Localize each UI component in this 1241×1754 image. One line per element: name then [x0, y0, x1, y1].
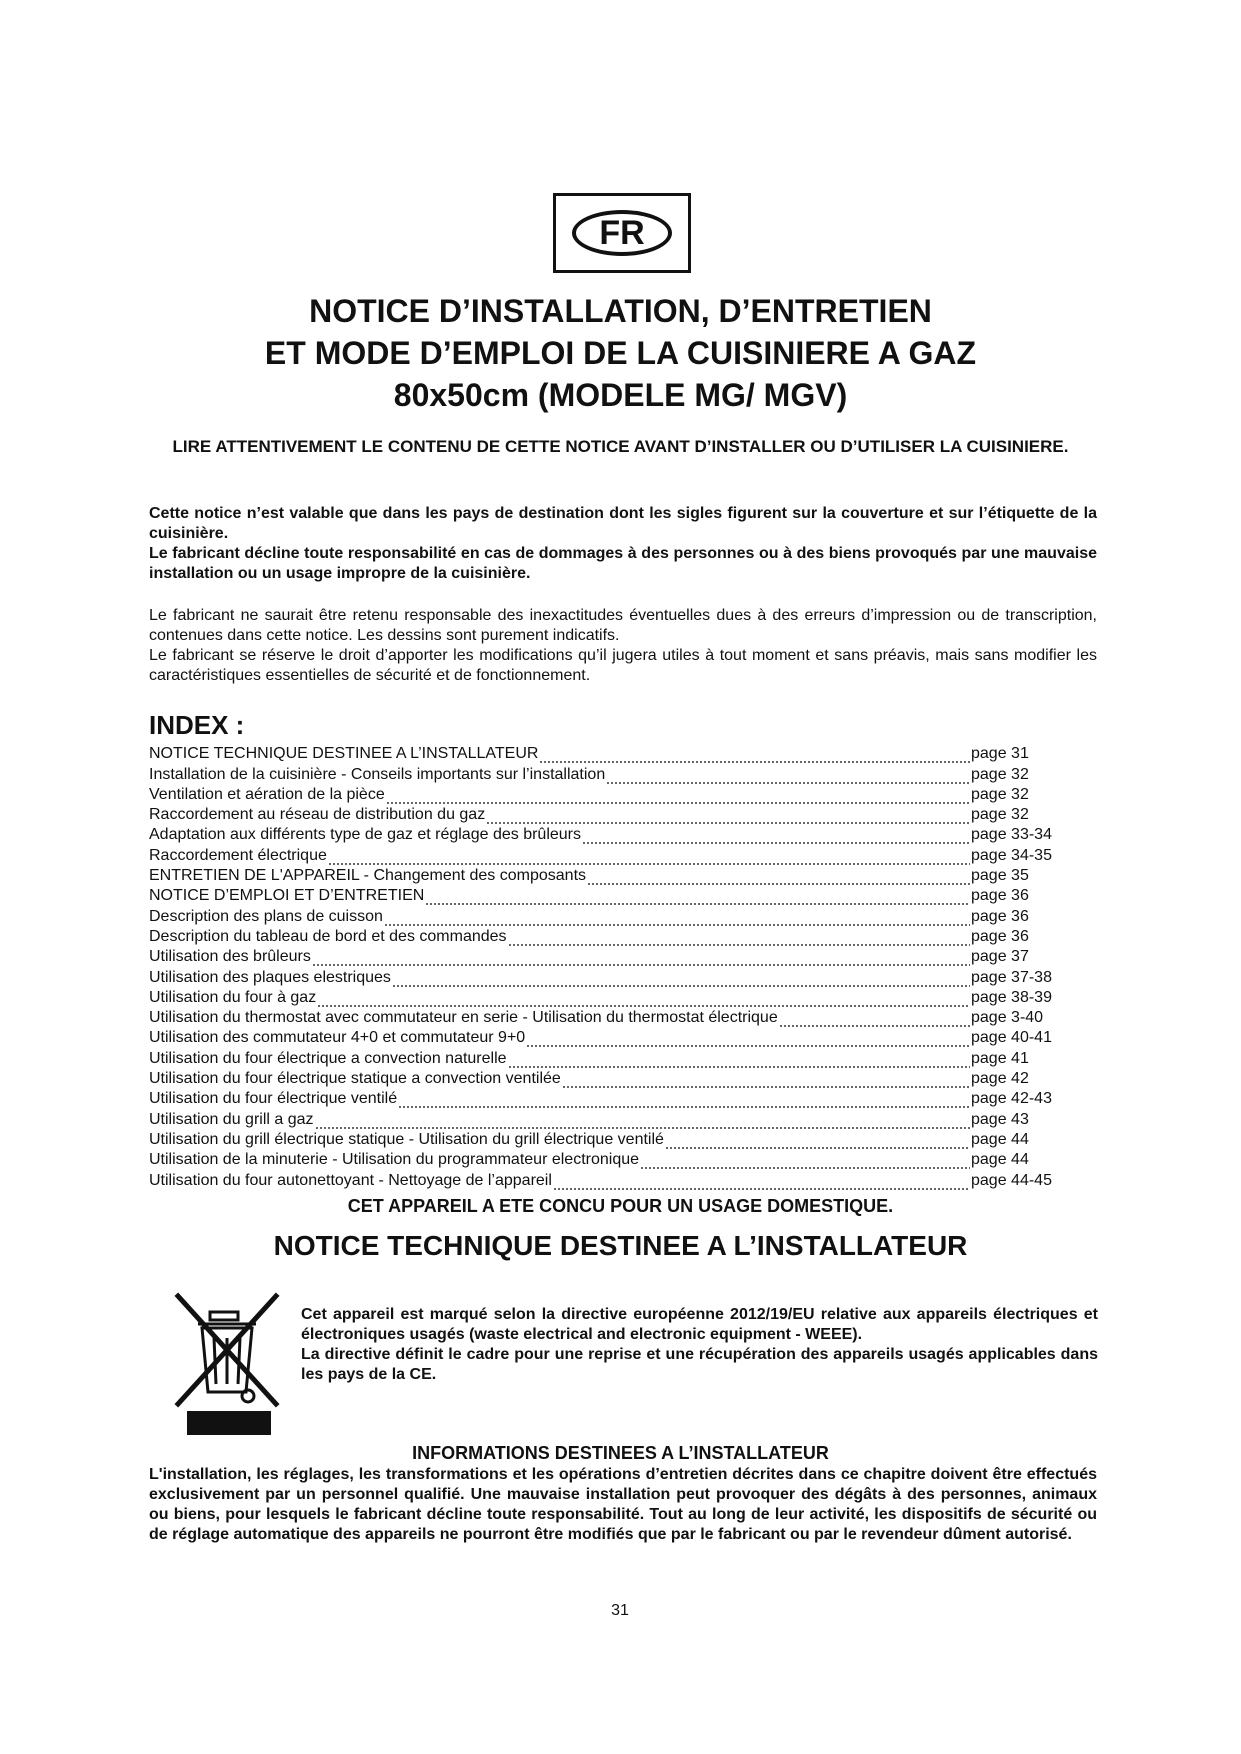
intro-normal-2: Le fabricant se réserve le droit d’apporter les modifications qu’il jugera utiles à tout moment et sans préavis, mais sans modifier les caractéristiques essentielles de sécurité et de fonctionnement. — [149, 647, 1097, 684]
intro-normal-1: Le fabricant ne saurait être retenu responsable des inexactitudes éventuelles dues à des erreurs d’impression ou de transcription, contenues dans cette notice. Les dessins sont purement indicatifs. — [149, 607, 1097, 644]
main-title — [140, 290, 1101, 416]
index-entry — [149, 1170, 1069, 1190]
index-entry-leader — [392, 970, 970, 988]
intro-normal-block — [149, 606, 1097, 686]
index-entry-leader — [508, 929, 970, 947]
installer-info-title: INFORMATIONS DESTINEES A L’INSTALLATEUR — [412, 1443, 829, 1463]
title-line-1: NOTICE D’INSTALLATION, D’ENTRETIEN — [309, 293, 932, 329]
index-entry-leader — [425, 888, 970, 906]
index-entry-page: page 44 — [971, 1151, 1029, 1169]
index-entry — [149, 1048, 1069, 1068]
index-entry-leader — [384, 909, 970, 927]
index-entry-page: page 44 — [971, 1130, 1029, 1148]
index-entry — [149, 1150, 1069, 1170]
index-entry-page: page 3-40 — [971, 1009, 1044, 1027]
weee-text-2: La directive définit le cadre pour une reprise et une récupération des appareils usagés applicables dans les pays de la CE. — [301, 1346, 1098, 1383]
index-entry-leader — [398, 1091, 970, 1109]
index-entry — [149, 805, 1069, 825]
index-entry-page: page 36 — [971, 887, 1029, 905]
index-title: INDEX : — [149, 710, 245, 740]
intro-bold-2: Le fabricant décline toute responsabilité en cas de dommages à des personnes ou à des biens provoqués par une mauvaise installation ou un usage impropre de la cuisinière. — [149, 545, 1097, 582]
weee-text-1: Cet appareil est marqué selon la directive européenne 2012/19/EU relative aux appareils électriques et électroniques usagés (waste electrical and electronic equipment - WEEE). — [301, 1306, 1098, 1343]
index-entry-label: Utilisation du grill a gaz — [149, 1110, 314, 1128]
index-entry — [149, 1089, 1069, 1109]
index-entry — [149, 906, 1069, 926]
country-badge — [553, 193, 691, 273]
index-entry-leader — [315, 1112, 970, 1130]
index-entry — [149, 886, 1069, 906]
index-entry-leader — [539, 746, 970, 764]
index-entry-label: Utilisation du four électrique ventilé — [149, 1090, 398, 1108]
index-entry — [149, 1008, 1069, 1028]
index-entry-label: Adaptation aux différents type de gaz et réglage des brûleurs — [149, 826, 581, 844]
index-entry-page: page 37-38 — [971, 968, 1052, 986]
index-entry — [149, 1109, 1069, 1129]
index-entry-label: Utilisation du four électrique a convection naturelle — [149, 1049, 507, 1067]
index-entry-label: Raccordement au réseau de distribution du gaz — [149, 806, 486, 824]
page-number: 31 — [611, 1602, 629, 1619]
index-entry-label: Utilisation du thermostat avec commutateur en serie - Utilisation du thermostat électrique — [149, 1009, 778, 1027]
index-entry — [149, 947, 1069, 967]
country-code: FR — [572, 210, 672, 256]
intro-bold-1: Cette notice n’est valable que dans les pays de destination dont les sigles figurent sur la couverture et sur l’étiquette de la cuisinière. — [149, 505, 1097, 542]
index-entry-label: Utilisation du four électrique statique a convection ventilée — [149, 1070, 561, 1088]
index-entry-label: Ventilation et aération de la pièce — [149, 785, 385, 803]
index-entry-page: page 33-34 — [971, 826, 1052, 844]
index-entry — [149, 967, 1069, 987]
index-entry-leader — [508, 1051, 970, 1069]
intro-bold-block — [149, 504, 1097, 584]
index-entry-leader — [606, 767, 970, 785]
index-entry-page: page 38-39 — [971, 988, 1052, 1006]
index-entry-page: page 31 — [971, 745, 1029, 763]
index-entry-leader — [665, 1132, 970, 1150]
index-entry-label: Utilisation du four à gaz — [149, 988, 317, 1006]
index-entry-label: Description du tableau de bord et des commandes — [149, 927, 507, 945]
index-list — [149, 744, 1069, 1191]
domestic-use-notice: CET APPAREIL A ETE CONCU POUR UN USAGE DOMESTIQUE. — [347, 1196, 894, 1216]
index-entry-page: page 36 — [971, 927, 1029, 945]
index-entry-label: NOTICE TECHNIQUE DESTINEE A L’INSTALLATEUR — [149, 745, 539, 763]
index-entry-label: Utilisation des brûleurs — [149, 948, 311, 966]
index-entry-page: page 35 — [971, 867, 1029, 885]
index-entry-leader — [553, 1173, 970, 1191]
section-title-installer: NOTICE TECHNIQUE DESTINEE A L’INSTALLATEUR — [273, 1230, 968, 1261]
title-line-2: ET MODE D’EMPLOI DE LA CUISINIERE A GAZ — [264, 335, 977, 371]
index-entry-leader — [526, 1030, 970, 1048]
index-entry — [149, 1130, 1069, 1150]
weee-text — [301, 1305, 1098, 1385]
index-entry-leader — [562, 1071, 970, 1089]
index-entry-leader — [312, 949, 970, 967]
index-entry — [149, 785, 1069, 805]
index-entry-page: page 37 — [971, 948, 1029, 966]
index-entry-label: Installation de la cuisinière - Conseils importants sur l’installation — [149, 765, 606, 783]
index-entry-label: ENTRETIEN DE L'APPAREIL - Changement des composants — [149, 867, 587, 885]
index-entry-label: Utilisation du grill électrique statique - Utilisation du grill électrique ventilé — [149, 1130, 664, 1148]
index-entry-label: Utilisation des plaques elestriques — [149, 968, 391, 986]
index-entry-label: Raccordement électrique — [149, 846, 327, 864]
index-entry — [149, 744, 1069, 764]
index-entry-page: page 32 — [971, 785, 1029, 803]
title-line-3: 80x50cm (MODELE MG/ MGV) — [393, 377, 848, 413]
index-entry-label: Utilisation du four autonettoyant - Nettoyage de l’appareil — [149, 1171, 552, 1189]
index-entry-label: NOTICE D’EMPLOI ET D’ENTRETIEN — [149, 887, 425, 905]
index-entry-page: page 40-41 — [971, 1029, 1052, 1047]
index-entry-label: Utilisation de la minuterie - Utilisation du programmateur electronique — [149, 1151, 640, 1169]
index-entry-leader — [582, 827, 970, 845]
index-entry-page: page 44-45 — [971, 1171, 1052, 1189]
index-entry-leader — [587, 868, 970, 886]
index-entry-label: Utilisation des commutateur 4+0 et commutateur 9+0 — [149, 1029, 526, 1047]
index-entry — [149, 1069, 1069, 1089]
index-entry-leader — [640, 1152, 970, 1170]
index-entry-page: page 42 — [971, 1070, 1029, 1088]
index-entry — [149, 1028, 1069, 1048]
index-entry — [149, 927, 1069, 947]
index-entry-leader — [779, 1010, 970, 1028]
index-entry-page: page 32 — [971, 806, 1029, 824]
index-entry-page: page 34-35 — [971, 846, 1052, 864]
index-entry — [149, 866, 1069, 886]
index-entry-page: page 43 — [971, 1110, 1029, 1128]
index-entry-page: page 36 — [971, 907, 1029, 925]
index-entry-leader — [386, 787, 970, 805]
weee-marking-bar — [187, 1411, 271, 1435]
installer-info-text: L'installation, les réglages, les transformations et les opérations d’entretien décrites dans ce chapitre doivent être effectués exclusivement par un personnel qualifié. Une mauvaise installation peut provoquer des dégâts à des personnes, animaux ou biens, pour lesquels le fabricant décline toute responsabilité. Tout au long de leur activité, les dispositifs de sécurité ou de réglage automatique des appareils ne pourront être modifiés que par le fabricant ou par le revendeur dûment autorisé. — [149, 1466, 1097, 1543]
index-entry-page: page 32 — [971, 765, 1029, 783]
index-entry-leader — [486, 807, 970, 825]
index-entry — [149, 988, 1069, 1008]
index-entry-leader — [328, 848, 970, 866]
index-entry — [149, 825, 1069, 845]
index-entry — [149, 845, 1069, 865]
index-entry-page: page 41 — [971, 1049, 1029, 1067]
read-warning: LIRE ATTENTIVEMENT LE CONTENU DE CETTE NOTICE AVANT D’INSTALLER OU D’UTILISER LA CUISINIERE. — [172, 437, 1069, 456]
index-entry — [149, 764, 1069, 784]
index-entry-label: Description des plans de cuisson — [149, 907, 383, 925]
index-entry-leader — [317, 990, 970, 1008]
index-entry-page: page 42-43 — [971, 1090, 1052, 1108]
